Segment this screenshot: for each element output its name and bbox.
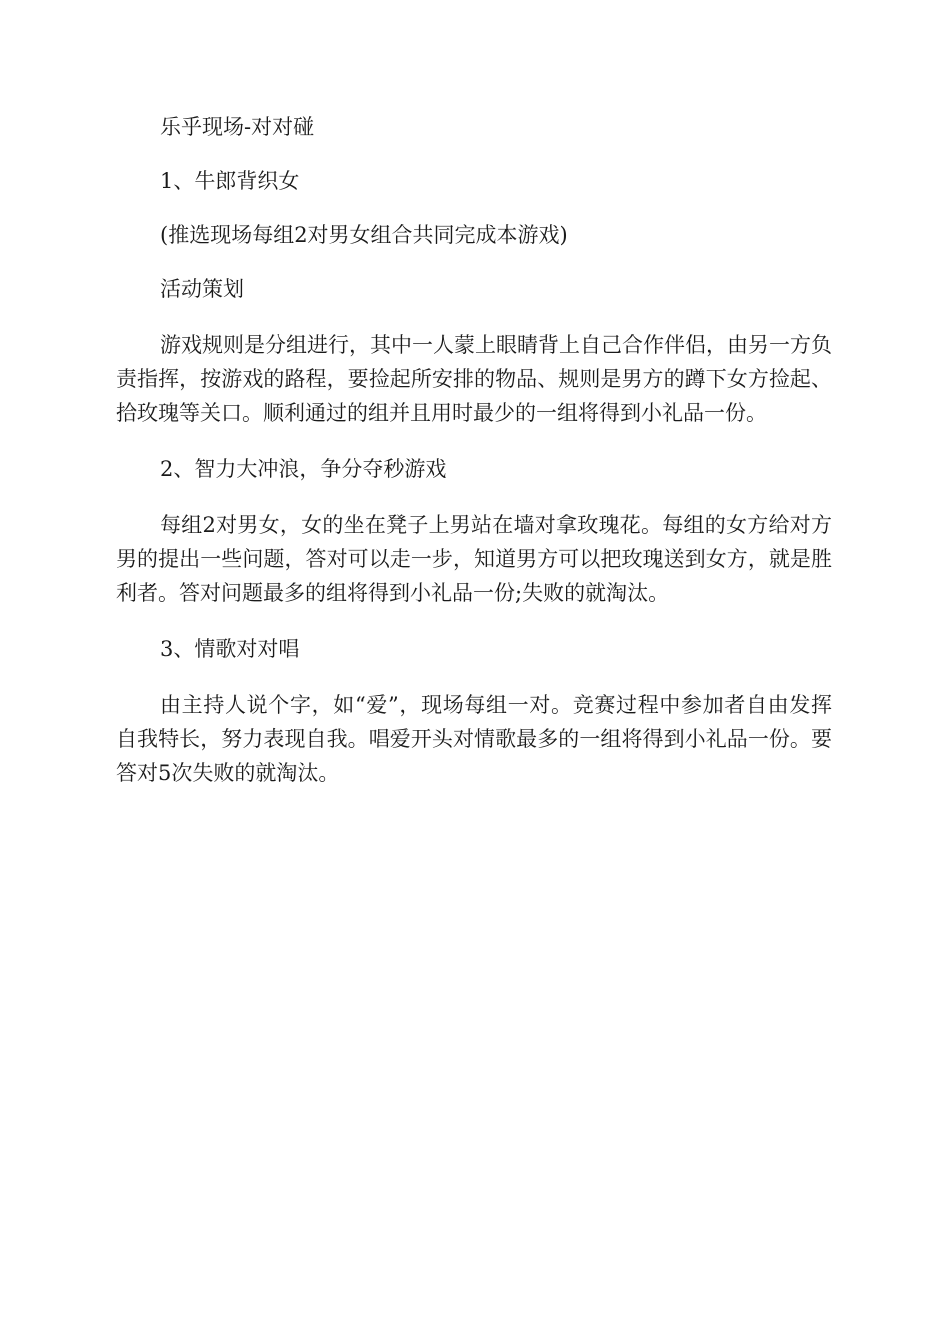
section-1-heading: 1、牛郎背织女 <box>160 169 300 193</box>
section-1-note: (推选现场每组2对男女组合共同完成本游戏) <box>160 223 568 247</box>
section-3-body: 由主持人说个字，如“爱”，现场每组一对。竞赛过程中参加者自由发挥自我特长，努力表现自我。唱爱开头对情歌最多的一组将得到小礼品一份。要答对5次失败的就淘汰。 <box>116 693 832 785</box>
document-page <box>116 110 832 790</box>
section-2-body: 每组2对男女，女的坐在凳子上男站在墙对拿玫瑰花。每组的女方给对方男的提出一些问题，答对可以走一步，知道男方可以把玫瑰送到女方，就是胜利者。答对问题最多的组将得到小礼品一份;失败的就淘汰。 <box>116 513 832 605</box>
section-3-heading: 3、情歌对对唱 <box>160 637 300 661</box>
section-1-subheading: 活动策划 <box>160 277 244 301</box>
document-title: 乐乎现场-对对碰 <box>160 115 315 139</box>
section-1-body: 游戏规则是分组进行，其中一人蒙上眼睛背上自己合作伴侣，由另一方负责指挥，按游戏的路程，要捡起所安排的物品、规则是男方的蹲下女方捡起、拾玫瑰等关口。顺利通过的组并且用时最少的一组将得到小礼品一份。 <box>116 333 832 425</box>
section-2-heading: 2、智力大冲浪，争分夺秒游戏 <box>160 457 447 481</box>
